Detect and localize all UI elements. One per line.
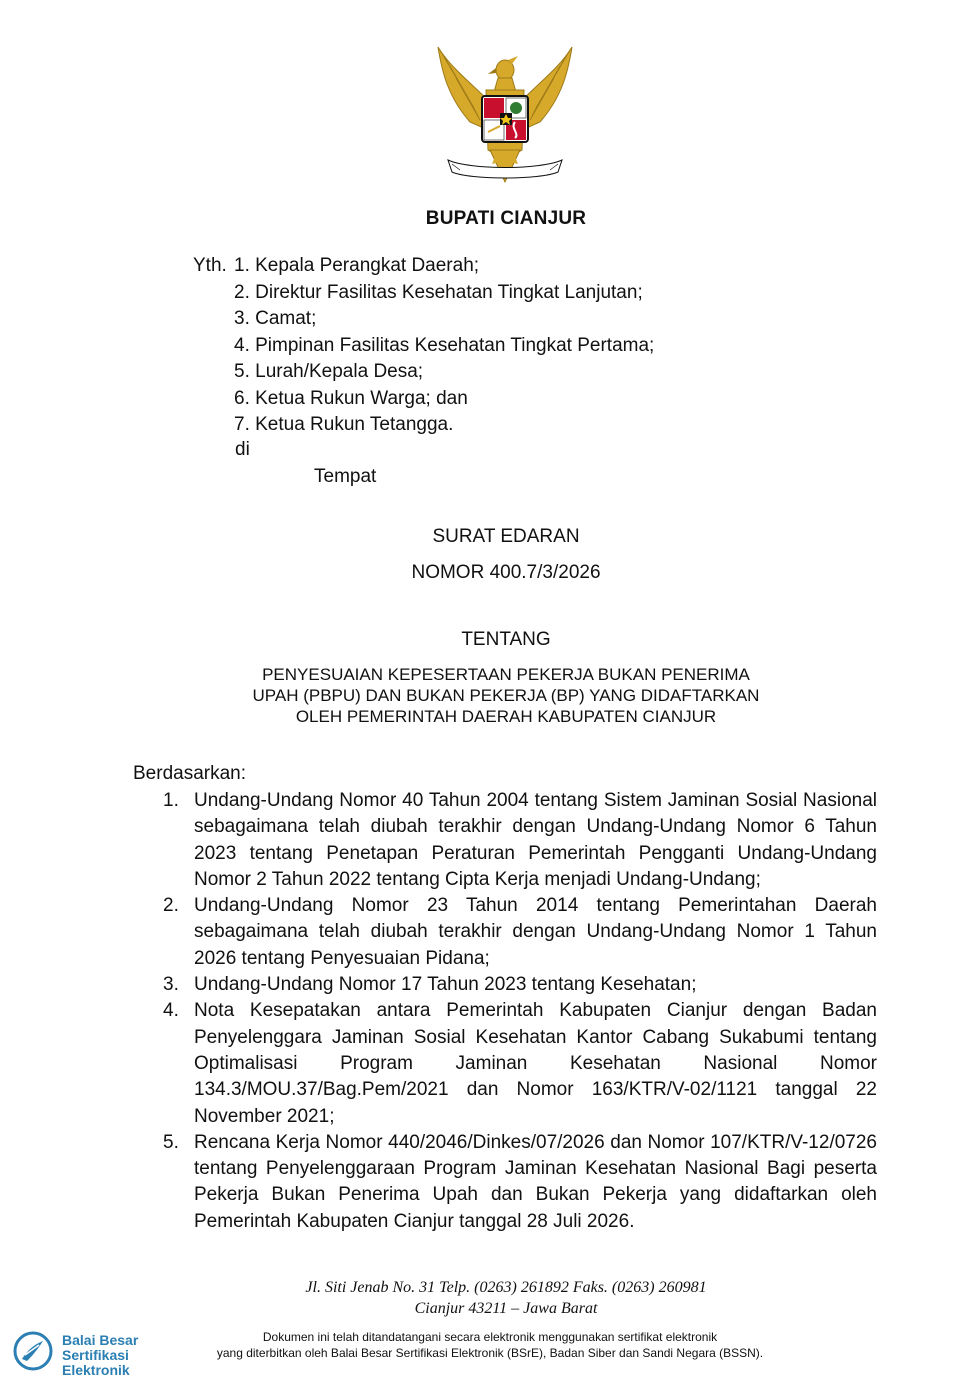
recipient-item: 4. Pimpinan Fasilitas Kesehatan Tingkat Pertama; — [234, 334, 655, 356]
letter-type: SURAT EDARAN — [432, 526, 580, 547]
regent-title: BUPATI CIANJUR — [425, 208, 587, 229]
recipient-item: 3. Camat; — [234, 308, 317, 329]
footer-address — [0, 1277, 971, 1319]
basis-text: Nota Kesepatakan antara Pemerintah Kabupaten Cianjur dengan Badan Penyelenggara Jaminan Sosial Kesehatan Kantor Cabang Sukabumi tentang Optimalisasi Program Jaminan Kesehatan Nasional Nomor 134.3/MOU.37/Bag.Pem/2021 dan Nomor 163/KTR/V-02/1121 tanggal 22 November 2021; — [194, 1000, 877, 1127]
basis-number: 2. — [163, 895, 179, 917]
basis-list — [163, 788, 877, 1235]
di-label: di — [235, 439, 250, 460]
recipient-item: 5. Lurah/Kepala Desa; — [234, 361, 424, 382]
notice-line: yang diterbitkan oleh Balai Besar Sertifikasi Elektronik (BSrE), Badan Siber dan Sandi Negara (BSSN). — [216, 1346, 764, 1360]
bsre-name-line: Balai Besar — [62, 1332, 139, 1348]
basis-item — [163, 998, 877, 1129]
yth-label: Yth. — [193, 255, 227, 276]
basis-item — [163, 893, 877, 972]
address-line: Jl. Siti Jenab No. 31 Telp. (0263) 261892 Faks. (0263) 260981 — [305, 1279, 707, 1296]
basis-number: 5. — [163, 1131, 179, 1153]
basis-number: 3. — [163, 974, 179, 996]
recipient-list — [234, 253, 654, 439]
garuda-pancasila-emblem-icon — [430, 42, 580, 192]
recipient-item: 7. Ketua Rukun Tetangga. — [234, 414, 454, 435]
recipient-item: 6. Ketua Rukun Warga; dan — [234, 387, 468, 409]
subject-line: OLEH PEMERINTAH DAERAH KABUPATEN CIANJUR — [295, 707, 717, 726]
basis-heading: Berdasarkan: — [133, 763, 247, 784]
subject-line: UPAH (PBPU) DAN BUKAN PEKERJA (BP) YANG DIDAFTARKAN — [252, 686, 760, 705]
bsre-name-line: Sertifikasi — [62, 1347, 129, 1363]
bsre-name-line: Elektronik — [62, 1362, 130, 1378]
tentang-heading: TENTANG — [461, 629, 551, 650]
subject-line: PENYESUAIAN KEPESERTAAN PEKERJA BUKAN PENERIMA — [262, 665, 750, 684]
basis-text: Undang-Undang Nomor 17 Tahun 2023 tentang Kesehatan; — [194, 974, 697, 996]
address-line: Cianjur 43211 – Jawa Barat — [414, 1300, 598, 1317]
esignature-notice — [0, 1329, 971, 1361]
basis-text: Undang-Undang Nomor 23 Tahun 2014 tentang Pemerintahan Daerah sebagaimana telah diubah terakhir dengan Undang-Undang Nomor 1 Tahun 2026 tentang Penyesuaian Pidana; — [194, 895, 877, 969]
basis-item — [163, 972, 877, 998]
basis-number: 4. — [163, 1000, 179, 1022]
basis-text: Rencana Kerja Nomor 440/2046/Dinkes/07/2026 dan Nomor 107/KTR/V-12/0726 tentang Penyelenggaraan Program Jaminan Kesehatan Nasional Bagi peserta Pekerja Bukan Penerima Upah dan Bukan Pekerja yang didaftarkan oleh Pemerintah Kabupaten Cianjur tanggal 28 Juli 2026. — [194, 1131, 877, 1232]
basis-number: 1. — [163, 790, 179, 811]
recipient-item: 1. Kepala Perangkat Daerah; — [234, 255, 480, 276]
basis-item — [163, 1130, 877, 1235]
tempat-label: Tempat — [314, 466, 377, 487]
recipient-item: 2. Direktur Fasilitas Kesehatan Tingkat Lanjutan; — [234, 281, 643, 303]
basis-item — [163, 788, 877, 893]
basis-text: Undang-Undang Nomor 40 Tahun 2004 tentang Sistem Jaminan Sosial Nasional sebagaimana telah diubah terakhir dengan Undang-Undang Nomor 6 Tahun 2023 tentang Penetapan Peraturan Pemerintah Pengganti Undang-Undang Nomor 2 Tahun 2022 tentang Cipta Kerja menjadi Undang-Undang; — [194, 790, 877, 890]
letter-number: NOMOR 400.7/3/2026 — [411, 562, 601, 583]
letter-subject — [0, 664, 971, 727]
notice-line: Dokumen ini telah ditandatangani secara elektronik menggunakan sertifikat elektronik — [262, 1330, 718, 1344]
